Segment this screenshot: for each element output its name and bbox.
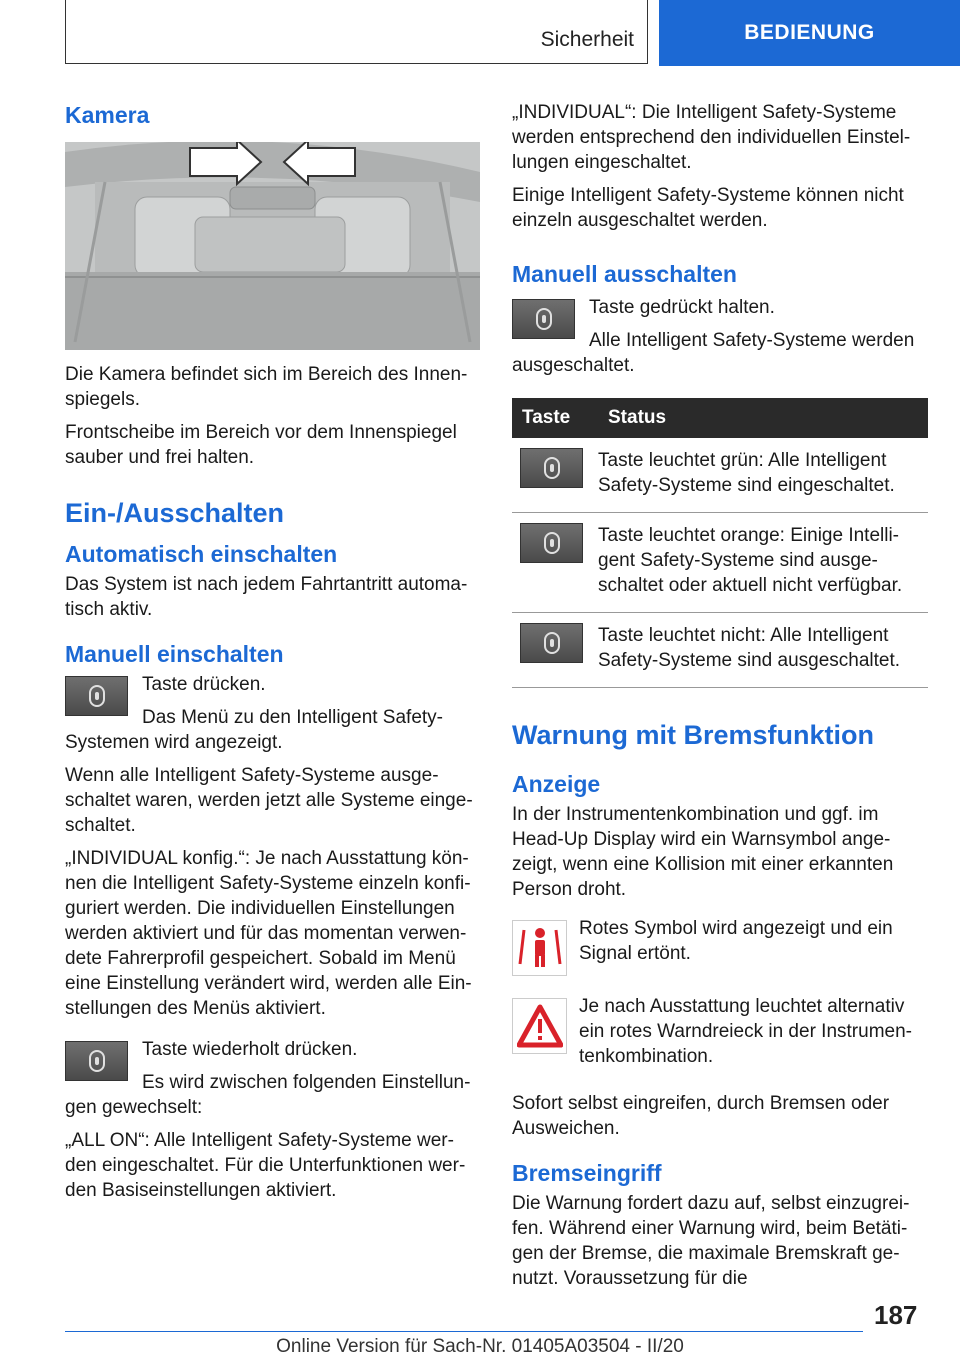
bremseingriff-paragraph: Die Warnung fordert dazu auf, selbst einzugrei-fen. Während einer Warnung wird, beim Betäti-gen der Bremse, die maximale Bremskraft ge-nutzt. Voraussetzung für die [512, 1193, 910, 1289]
footer-divider [65, 1331, 863, 1332]
sofort-paragraph: Sofort selbst eingreifen, durch Bremsen oder Ausweichen. [512, 1093, 890, 1139]
auto-paragraph: Das System ist nach jedem Fahrtantritt automa-tisch aktiv. [65, 574, 468, 620]
button-instruction-press [65, 672, 480, 763]
all-on-paragraph: „ALL ON“: Alle Intelligent Safety-Systeme wer-den eingeschaltet. Für die Unterfunktionen wer-den Basiseinstellungen aktiviert. [65, 1130, 466, 1201]
manuell-ein-paragraph-1: Wenn alle Intelligent Safety-Systeme ausge-schaltet waren, werden jetzt alle Systeme einge-schaltet. [65, 765, 473, 836]
warning-symbol-person [512, 916, 928, 980]
instruction-gedrueckt-halten: Taste gedrückt halten. [589, 297, 775, 318]
instruction-wiederholt-druecken: Taste wiederholt drücken. [142, 1039, 358, 1060]
status-table [512, 398, 928, 688]
status-cell: Taste leuchtet orange: Einige Intelli-gent Safety-Systeme sind ausge-schaltet oder aktuell nicht verfügbar. [598, 513, 928, 613]
heading-automatisch-einschalten: Automatisch einschalten [65, 541, 338, 567]
instruction-ausgeschaltet: Alle Intelligent Safety-Systeme werden ausgeschaltet. [512, 330, 915, 376]
kamera-paragraph-1: Die Kamera befindet sich im Bereich des Innen-spiegels. [65, 364, 468, 410]
button-instruction-repeat [65, 1037, 480, 1128]
symbol-triangle-text: Je nach Ausstattung leuchtet alternativ ein rotes Warndreieck in der Instrumen-tenkombination. [579, 996, 912, 1067]
instruction-menu-angezeigt: Das Menü zu den Intelligent Safety-Systemen wird angezeigt. [65, 707, 444, 753]
table-row [512, 438, 928, 513]
warning-triangle-icon [512, 998, 567, 1054]
safety-button-icon [512, 299, 575, 339]
instruction-taste-druecken: Taste drücken. [142, 674, 266, 695]
heading-anzeige: Anzeige [512, 771, 601, 797]
heading-manuell-ausschalten: Manuell ausschalten [512, 261, 737, 287]
manuell-ein-paragraph-2: „INDIVIDUAL konfig.“: Je nach Ausstattung kön-nen die Intelligent Safety-Systeme einzeln konfi-guriert werden. Die individuellen Einstellungen werden aktiviert und für das momentan verwen-dete Fahrerprofil gespeichert. Sobald im Menü eine Einstellung verändert wird, werden alle Ein-stellungen des Menüs aktiviert. [65, 848, 472, 1019]
safety-button-icon [65, 1041, 128, 1081]
button-instruction-hold [512, 295, 928, 386]
anzeige-paragraph: In der Instrumentenkombination und ggf. im Head-Up Display wird ein Warnsymbol ange-zeigt, wenn eine Kollision mit einer erkannten Person droht. [512, 804, 894, 900]
safety-button-icon [520, 623, 583, 663]
safety-button-icon [520, 523, 583, 563]
instruction-einstellungen-gewechselt: Es wird zwischen folgenden Einstellun-gen gewechselt: [65, 1072, 471, 1118]
warning-symbol-triangle [512, 994, 928, 1077]
heading-bremseingriff: Bremseingriff [512, 1160, 662, 1186]
heading-ein-ausschalten: Ein-/Ausschalten [65, 498, 285, 528]
table-row [512, 513, 928, 613]
table-header-taste: Taste [512, 398, 598, 438]
status-cell: Taste leuchtet grün: Alle Intelligent Safety-Systeme sind eingeschaltet. [598, 438, 928, 513]
right-column [512, 100, 928, 1299]
einige-paragraph: Einige Intelligent Safety-Systeme können nicht einzeln ausgeschaltet werden. [512, 185, 904, 231]
header-tab-bedienung[interactable]: BEDIENUNG [659, 0, 960, 66]
header-section-title: Sicherheit [540, 28, 634, 51]
individual-paragraph: „INDIVIDUAL“: Die Intelligent Safety-Systeme werden entsprechend den individuellen Einstel-lungen eingeschaltet. [512, 102, 911, 173]
heading-manuell-einschalten: Manuell einschalten [65, 641, 284, 667]
car-interior-image [65, 142, 480, 350]
table-header-status: Status [598, 398, 928, 438]
heading-kamera: Kamera [65, 102, 150, 128]
heading-warnung-bremsfunktion: Warnung mit Bremsfunktion [512, 720, 874, 750]
kamera-paragraph-2: Frontscheibe im Bereich vor dem Innenspiegel sauber und frei halten. [65, 422, 457, 468]
status-cell: Taste leuchtet nicht: Alle Intelligent Safety-Systeme sind ausgeschaltet. [598, 613, 928, 688]
table-row [512, 613, 928, 688]
safety-button-icon [520, 448, 583, 488]
pedestrian-warning-icon [512, 920, 567, 976]
safety-button-icon [65, 676, 128, 716]
symbol-person-text: Rotes Symbol wird angezeigt und ein Signal ertönt. [579, 918, 893, 964]
footer-online-version: Online Version für Sach-Nr. 01405A03504 - II/20 [276, 1336, 684, 1357]
camera-illustration [65, 142, 480, 350]
left-column [65, 100, 480, 1211]
page-number: 187 [874, 1300, 918, 1330]
